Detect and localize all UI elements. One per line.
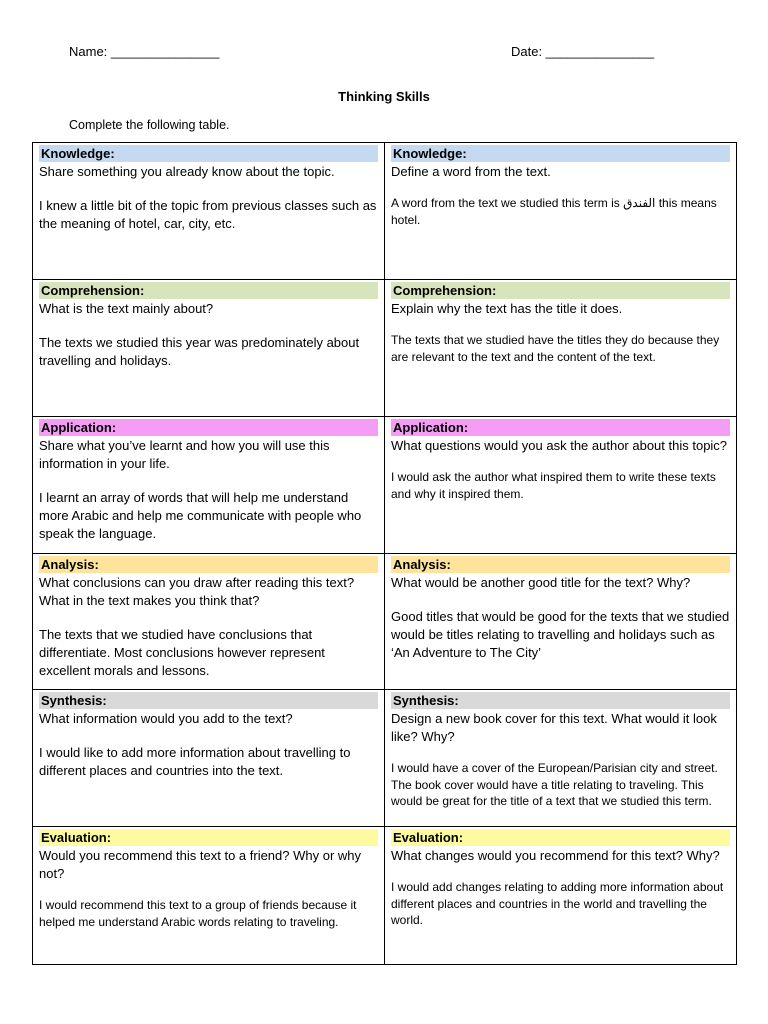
answer-text: I would ask the author what inspired them to write these texts and why it inspired them. bbox=[391, 470, 716, 501]
cell-evaluation-right bbox=[385, 827, 737, 965]
cell-synthesis-right bbox=[385, 690, 737, 827]
question-text: What questions would you ask the author about this topic? bbox=[391, 438, 728, 453]
question-text: What changes would you recommend for this text? Why? bbox=[391, 848, 720, 863]
heading-application: Application: bbox=[39, 419, 378, 436]
answer-text: The texts that we studied have the titles they do because they are relevant to the text and the content of the text. bbox=[391, 333, 720, 364]
cell-synthesis-left bbox=[33, 690, 385, 827]
question-text: Share something you already know about the topic. bbox=[39, 164, 335, 179]
cell-analysis-right bbox=[385, 554, 737, 690]
answer-text: Good titles that would be good for the texts that we studied would be titles relating to travelling and holidays such as ‘An Adventure to The City’ bbox=[391, 609, 730, 660]
question-text: Share what you’ve learnt and how you will use this information in your life. bbox=[39, 438, 330, 471]
cell-knowledge-left bbox=[33, 143, 385, 280]
table-row-comprehension bbox=[33, 280, 737, 417]
heading-comprehension: Comprehension: bbox=[391, 282, 730, 299]
question-text: What conclusions can you draw after reading this text? What in the text makes you think that? bbox=[39, 575, 355, 608]
answer-text: I would like to add more information about travelling to different places and countries into the text. bbox=[39, 745, 351, 778]
answer-text: I would have a cover of the European/Parisian city and street. The book cover would have a title relating to traveling. This would be great for the title of a text that we studied this term. bbox=[391, 761, 718, 808]
answer-text: The texts that we studied have conclusions that differentiate. Most conclusions however represent excellent morals and lessons. bbox=[39, 627, 325, 678]
name-field-label: Name: _______________ bbox=[69, 44, 220, 59]
cell-knowledge-right bbox=[385, 143, 737, 280]
heading-synthesis: Synthesis: bbox=[39, 692, 378, 709]
answer-text bbox=[391, 195, 730, 228]
question-text: Explain why the text has the title it does. bbox=[391, 301, 623, 316]
cell-application-right bbox=[385, 417, 737, 554]
cell-analysis-left bbox=[33, 554, 385, 690]
answer-text: I would recommend this text to a group of friends because it helped me understand Arabic words relating to traveling. bbox=[39, 898, 357, 929]
answer-text: I would add changes relating to adding more information about different places and countries in the world and travelling the world. bbox=[391, 880, 724, 927]
date-field-label: Date: _______________ bbox=[511, 44, 655, 59]
question-text: Define a word from the text. bbox=[391, 164, 551, 179]
page-title: Thinking Skills bbox=[338, 89, 430, 104]
table-row-synthesis bbox=[33, 690, 737, 827]
heading-evaluation: Evaluation: bbox=[39, 829, 378, 846]
table-row-evaluation bbox=[33, 827, 737, 965]
heading-application: Application: bbox=[391, 419, 730, 436]
answer-text: The texts we studied this year was predominately about travelling and holidays. bbox=[39, 335, 360, 368]
thinking-skills-table bbox=[32, 142, 737, 965]
heading-knowledge: Knowledge: bbox=[39, 145, 378, 162]
heading-evaluation: Evaluation: bbox=[391, 829, 730, 846]
question-text: What information would you add to the text? bbox=[39, 711, 293, 726]
cell-evaluation-left bbox=[33, 827, 385, 965]
cell-comprehension-left bbox=[33, 280, 385, 417]
question-text: Design a new book cover for this text. What would it look like? Why? bbox=[391, 711, 717, 744]
heading-knowledge: Knowledge: bbox=[391, 145, 730, 162]
heading-analysis: Analysis: bbox=[391, 556, 730, 573]
heading-synthesis: Synthesis: bbox=[391, 692, 730, 709]
heading-analysis: Analysis: bbox=[39, 556, 378, 573]
table-row-application bbox=[33, 417, 737, 554]
arabic-word: الفندق bbox=[623, 196, 656, 210]
question-text: What is the text mainly about? bbox=[39, 301, 214, 316]
answer-text: I learnt an array of words that will help me understand more Arabic and help me communicate with people who speak the language. bbox=[39, 490, 362, 541]
question-text: What would be another good title for the text? Why? bbox=[391, 575, 691, 590]
table-row-analysis bbox=[33, 554, 737, 690]
heading-comprehension: Comprehension: bbox=[39, 282, 378, 299]
instruction-text: Complete the following table. bbox=[69, 118, 230, 132]
question-text: Would you recommend this text to a friend? Why or why not? bbox=[39, 848, 362, 881]
cell-comprehension-right bbox=[385, 280, 737, 417]
answer-post-text: this means hotel. bbox=[391, 196, 717, 227]
answer-text: I knew a little bit of the topic from previous classes such as the meaning of hotel, car, city, etc. bbox=[39, 198, 377, 231]
table-row-knowledge bbox=[33, 143, 737, 280]
answer-pre-text: A word from the text we studied this term is bbox=[391, 196, 624, 210]
cell-application-left bbox=[33, 417, 385, 554]
